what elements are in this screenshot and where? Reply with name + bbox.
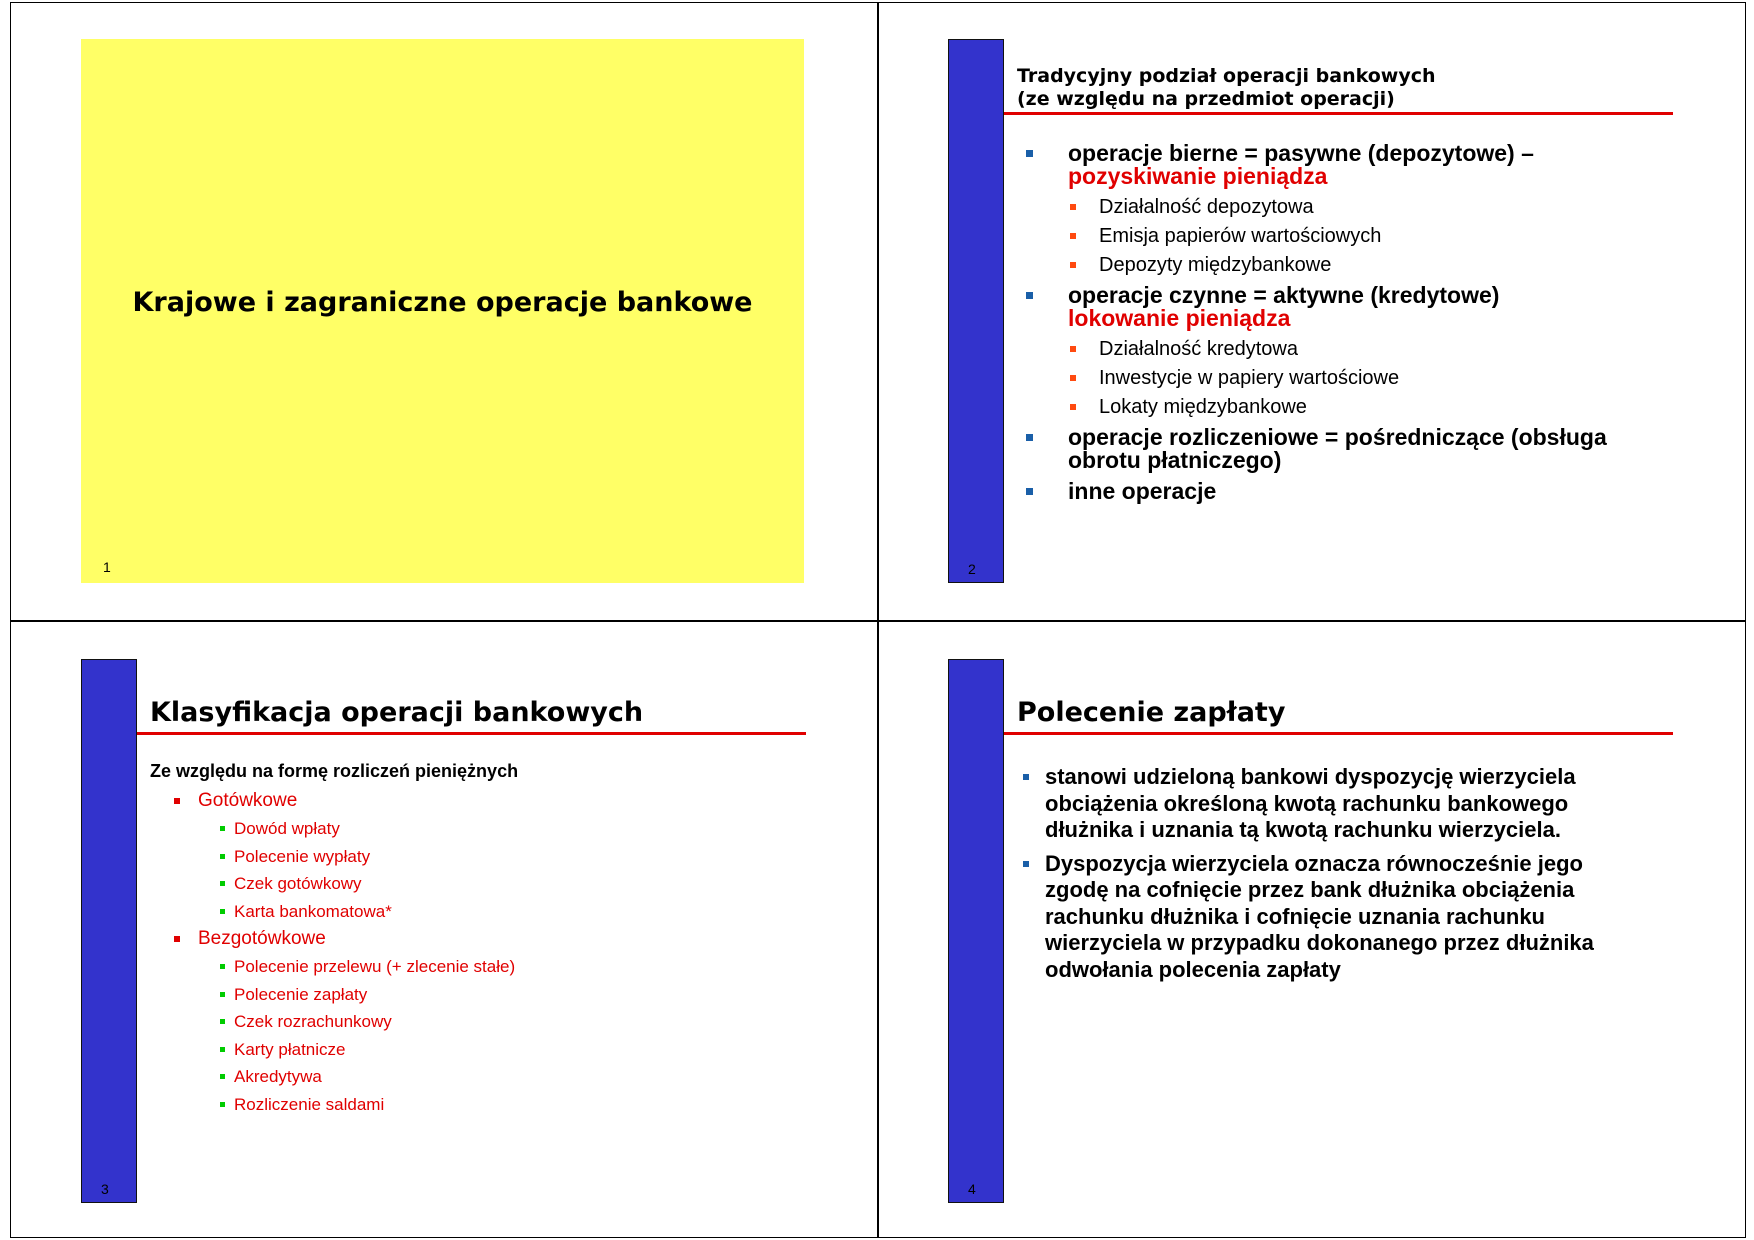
sub-list-item [1026, 364, 1666, 393]
square-bullet-icon [220, 909, 225, 914]
list-item-highlight: pozyskiwanie pieniądza [1068, 163, 1328, 189]
sub-list-item-text: Emisja papierów wartościowych [1099, 225, 1382, 247]
slide-2-title [1017, 65, 1436, 111]
sub-list-item [1026, 222, 1666, 251]
slide-1-number: 1 [103, 559, 111, 575]
list-item-highlight: lokowanie pieniądza [1068, 305, 1291, 331]
square-bullet-icon [220, 854, 225, 859]
group-item [150, 870, 790, 898]
slide-2-title-rule [1004, 112, 1673, 115]
square-bullet-icon [1026, 150, 1033, 157]
list-item-text: operacje czynne = aktywne (kredytowe) [1068, 282, 1500, 308]
sub-list-item-text: Lokaty międzybankowe [1099, 396, 1307, 418]
square-bullet-icon [1070, 233, 1076, 239]
group-heading [150, 925, 790, 953]
square-bullet-icon [1026, 292, 1033, 299]
list-item-text: Dyspozycja wierzyciela oznacza równocześnie jego zgodę na cofnięcie przez bank dłużnika obciążenia rachunku dłużnika i cofnięcie uznania rachunku wierzyciela w przypadku dokonanego przez dłużnika odwołania polecenia zapłaty [1045, 850, 1594, 982]
square-bullet-icon [220, 826, 225, 831]
list-item [1026, 284, 1666, 330]
group-item-text: Czek rozrachunkowy [234, 1012, 392, 1031]
slide-3-title: Klasyfikacja operacji bankowych [150, 697, 644, 728]
list-item-text: operacje rozliczeniowe = pośredniczące (obsługa obrotu płatniczego) [1068, 424, 1607, 473]
square-bullet-icon [174, 798, 180, 804]
group-item [150, 1063, 790, 1091]
slide-3-accent-bar [81, 659, 137, 1203]
slide-3-number: 3 [101, 1181, 109, 1197]
sub-list-item-text: Depozyty międzybankowe [1099, 254, 1332, 276]
square-bullet-icon [1023, 774, 1029, 780]
group-item [150, 1036, 790, 1064]
group-item [150, 953, 790, 981]
slide-4-title-rule [1004, 732, 1673, 735]
square-bullet-icon [1023, 861, 1029, 867]
square-bullet-icon [1070, 346, 1076, 352]
square-bullet-icon [220, 1074, 225, 1079]
square-bullet-icon [220, 1019, 225, 1024]
square-bullet-icon [220, 881, 225, 886]
slide-1-title: Krajowe i zagraniczne operacje bankowe [132, 287, 753, 318]
slide-2-bullet-list [1026, 142, 1666, 508]
list-item [1023, 851, 1643, 984]
list-item [1026, 480, 1666, 503]
slide-2-accent-bar [948, 39, 1004, 583]
sub-list-item-text: Działalność depozytowa [1099, 196, 1314, 218]
square-bullet-icon [220, 992, 225, 997]
group-item-text: Karta bankomatowa* [234, 901, 392, 921]
square-bullet-icon [1026, 488, 1033, 495]
group-item [150, 981, 790, 1009]
group-item-text: Karty płatnicze [234, 1039, 346, 1059]
group-item-text: Polecenie wypłaty [234, 846, 371, 866]
square-bullet-icon [1070, 404, 1076, 410]
sub-list-item [1026, 251, 1666, 280]
sub-list-item [1026, 335, 1666, 364]
group-heading [150, 787, 790, 815]
slide-4 [948, 659, 1673, 1203]
list-item-text: operacje bierne = pasywne (depozytowe) – [1068, 140, 1534, 166]
square-bullet-icon [174, 936, 180, 942]
list-item-text: inne operacje [1068, 478, 1217, 504]
group-item-text: Polecenie przelewu (+ zlecenie stałe) [234, 957, 516, 976]
slide-4-bullet-list [1023, 764, 1643, 990]
list-item [1026, 142, 1666, 188]
group-heading-text: Gotówkowe [198, 790, 298, 811]
slide-1 [81, 39, 804, 583]
slide-3-bullet-list [150, 759, 790, 1118]
group-item-text: Polecenie zapłaty [234, 984, 368, 1004]
grid-divider-horizontal [10, 620, 1746, 622]
square-bullet-icon [220, 1047, 225, 1052]
lead-item: Ze względu na formę rozliczeń pieniężnych [150, 761, 519, 781]
slide-3-title-rule [137, 732, 806, 735]
slide-2-title-line-2: (ze względu na przedmiot operacji) [1017, 88, 1395, 110]
square-bullet-icon [1026, 434, 1033, 441]
square-bullet-icon [1070, 262, 1076, 268]
group-heading-text: Bezgotówkowe [198, 928, 326, 949]
slide-4-number: 4 [968, 1181, 976, 1197]
sub-list-item [1026, 393, 1666, 422]
list-item [1026, 426, 1666, 472]
group-item-text: Akredytywa [234, 1067, 322, 1086]
square-bullet-icon [1070, 204, 1076, 210]
slide-2-title-line-1: Tradycyjny podział operacji bankowych [1017, 65, 1436, 87]
group-item-text: Czek gotówkowy [234, 874, 362, 893]
group-item [150, 1091, 790, 1119]
group-item [150, 898, 790, 926]
group-item [150, 1008, 790, 1036]
sub-list-item-text: Inwestycje w papiery wartościowe [1099, 367, 1400, 389]
list-item [1023, 764, 1643, 844]
slide-2 [948, 39, 1673, 583]
slide-4-accent-bar [948, 659, 1004, 1203]
group-item [150, 815, 790, 843]
slide-3 [81, 659, 806, 1203]
sub-list-item [1026, 193, 1666, 222]
group-item-text: Rozliczenie saldami [234, 1094, 385, 1114]
square-bullet-icon [1070, 375, 1076, 381]
sub-list [1026, 193, 1666, 280]
slide-4-title: Polecenie zapłaty [1017, 697, 1286, 728]
group-item [150, 843, 790, 871]
square-bullet-icon [220, 964, 225, 969]
group-item-text: Dowód wpłaty [234, 819, 340, 838]
sub-list-item-text: Działalność kredytowa [1099, 338, 1298, 360]
slide-2-number: 2 [968, 561, 976, 577]
list-item-text: stanowi udzieloną bankowi dyspozycję wierzyciela obciążenia określoną kwotą rachunku bankowego dłużnika i uznania tą kwotą rachunku wierzyciela. [1045, 764, 1576, 842]
square-bullet-icon [220, 1102, 225, 1107]
sub-list [1026, 335, 1666, 422]
